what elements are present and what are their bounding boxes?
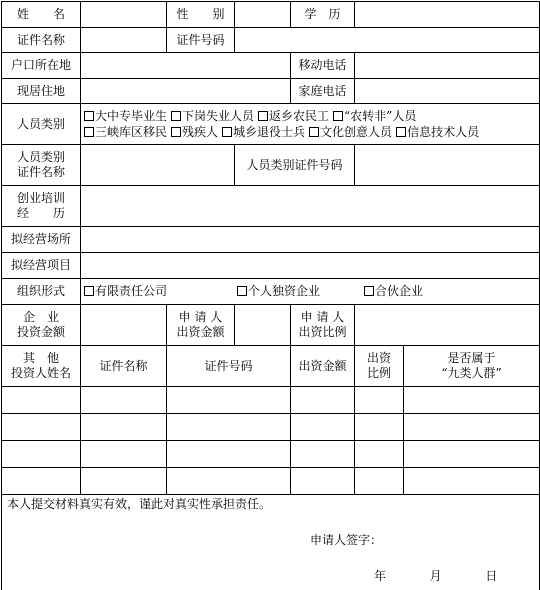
id-number-field[interactable] — [235, 28, 540, 53]
category-option[interactable]: “农转非”人员 — [333, 108, 416, 124]
date-line — [374, 569, 497, 584]
checkbox-icon — [84, 111, 94, 121]
checkbox-icon — [309, 127, 319, 137]
education-label: 学 历 — [291, 2, 355, 28]
nine-groups-header: 是否属于 “九类人群” — [404, 346, 540, 387]
category-option[interactable]: 三峡库区移民 — [84, 124, 167, 140]
table-cell[interactable] — [167, 387, 291, 414]
checkbox-icon — [237, 286, 247, 296]
project-field[interactable] — [81, 253, 540, 279]
table-cell[interactable] — [355, 468, 404, 495]
table-cell[interactable] — [355, 414, 404, 441]
table-cell[interactable] — [291, 387, 355, 414]
table-row — [2, 387, 540, 414]
enterprise-investment-field[interactable] — [81, 305, 167, 346]
table-cell[interactable] — [167, 468, 291, 495]
row-address — [2, 79, 540, 104]
category-option[interactable]: 信息技术人员 — [396, 124, 479, 140]
category-options-line-2 — [84, 124, 536, 140]
signature-label: 申请人签字： — [310, 533, 382, 548]
category-option[interactable]: 城乡退役士兵 — [222, 124, 305, 140]
table-cell[interactable] — [167, 414, 291, 441]
address-label: 现居住地 — [2, 79, 81, 104]
gender-field[interactable] — [235, 2, 291, 28]
table-cell[interactable] — [404, 414, 540, 441]
declaration-text: 本人提交材料真实有效，谨此对真实性承担责任。 — [7, 497, 271, 512]
checkbox-icon — [84, 127, 94, 137]
table-cell[interactable] — [2, 468, 81, 495]
category-option[interactable]: 文化创意人员 — [309, 124, 392, 140]
checkbox-icon — [333, 111, 343, 121]
table-cell[interactable] — [291, 414, 355, 441]
table-cell[interactable] — [81, 414, 167, 441]
applicant-ratio-field[interactable] — [355, 305, 540, 346]
applicant-ratio-label: 申 请 人 出资比例 — [291, 305, 355, 346]
amount-header: 出资金额 — [291, 346, 355, 387]
applicant-amount-field[interactable] — [235, 305, 291, 346]
education-field[interactable] — [355, 2, 540, 28]
day-label: 日 — [485, 569, 497, 584]
hukou-field[interactable] — [81, 53, 291, 79]
category-option[interactable]: 下岗失业人员 — [171, 108, 254, 124]
category-options-line-1 — [84, 108, 536, 124]
row-basic-info — [2, 2, 540, 28]
checkbox-icon — [222, 127, 232, 137]
category-label: 人员类别 — [2, 104, 81, 145]
declaration-cell — [2, 495, 540, 590]
row-category-cert — [2, 145, 540, 186]
mobile-label: 移动电话 — [291, 53, 355, 79]
org-option-partnership[interactable]: 合伙企业 — [364, 284, 423, 299]
year-label: 年 — [374, 569, 386, 584]
row-investment — [2, 305, 540, 346]
row-project — [2, 253, 540, 279]
checkbox-icon — [84, 286, 94, 296]
table-row — [2, 441, 540, 468]
applicant-amount-label: 申 请 人 出资金额 — [167, 305, 235, 346]
training-label: 创业培训 经 历 — [2, 186, 81, 227]
org-option-sole[interactable]: 个人独资企业 — [237, 284, 320, 299]
table-cell[interactable] — [81, 441, 167, 468]
checkbox-icon — [364, 286, 374, 296]
table-cell[interactable] — [404, 468, 540, 495]
venue-label: 拟经营场所 — [2, 227, 81, 253]
hukou-label: 户口所在地 — [2, 53, 81, 79]
checkbox-icon — [171, 127, 181, 137]
application-form-table — [1, 1, 540, 590]
training-field[interactable] — [81, 186, 540, 227]
row-venue — [2, 227, 540, 253]
row-training — [2, 186, 540, 227]
home-phone-label: 家庭电话 — [291, 79, 355, 104]
address-field[interactable] — [81, 79, 291, 104]
table-cell[interactable] — [2, 414, 81, 441]
table-cell[interactable] — [291, 468, 355, 495]
table-cell[interactable] — [81, 468, 167, 495]
org-form-label: 组织形式 — [2, 279, 81, 305]
category-option[interactable]: 残疾人 — [171, 124, 218, 140]
home-phone-field[interactable] — [355, 79, 540, 104]
row-declaration — [2, 495, 540, 590]
id-number-label: 证件号码 — [167, 28, 235, 53]
cert-number-header: 证件号码 — [167, 346, 291, 387]
ratio-header: 出资 比例 — [355, 346, 404, 387]
cert-name-header: 证件名称 — [81, 346, 167, 387]
table-cell[interactable] — [167, 441, 291, 468]
category-cert-no-field[interactable] — [355, 145, 540, 186]
row-id-info — [2, 28, 540, 53]
category-option[interactable]: 返乡农民工 — [258, 108, 329, 124]
table-row — [2, 414, 540, 441]
table-cell[interactable] — [355, 441, 404, 468]
name-field[interactable] — [81, 2, 167, 28]
table-cell[interactable] — [2, 387, 81, 414]
checkbox-icon — [258, 111, 268, 121]
name-label: 姓 名 — [2, 2, 81, 28]
project-label: 拟经营项目 — [2, 253, 81, 279]
table-cell[interactable] — [355, 387, 404, 414]
checkbox-icon — [396, 127, 406, 137]
category-cert-field[interactable] — [81, 145, 235, 186]
table-cell[interactable] — [2, 441, 81, 468]
table-cell[interactable] — [291, 441, 355, 468]
row-category — [2, 104, 540, 145]
table-cell[interactable] — [404, 387, 540, 414]
table-row — [2, 468, 540, 495]
checkbox-icon — [171, 111, 181, 121]
row-other-investors-header — [2, 346, 540, 387]
category-option[interactable]: 大中专毕业生 — [84, 108, 167, 124]
row-org-form — [2, 279, 540, 305]
category-cert-no-label: 人员类别证件号码 — [235, 145, 355, 186]
mobile-field[interactable] — [355, 53, 540, 79]
enterprise-investment-label: 企 业 投资金额 — [2, 305, 81, 346]
other-investor-name-header: 其 他 投资人姓名 — [2, 346, 81, 387]
table-cell[interactable] — [404, 441, 540, 468]
month-label: 月 — [430, 569, 442, 584]
org-form-options — [81, 279, 540, 305]
id-type-field[interactable] — [81, 28, 167, 53]
id-type-label: 证件名称 — [2, 28, 81, 53]
org-option-llc[interactable]: 有限责任公司 — [84, 284, 167, 299]
gender-label: 性 别 — [167, 2, 235, 28]
table-cell[interactable] — [81, 387, 167, 414]
row-hukou — [2, 53, 540, 79]
venue-field[interactable] — [81, 227, 540, 253]
category-options — [81, 104, 540, 145]
category-cert-label: 人员类别 证件名称 — [2, 145, 81, 186]
